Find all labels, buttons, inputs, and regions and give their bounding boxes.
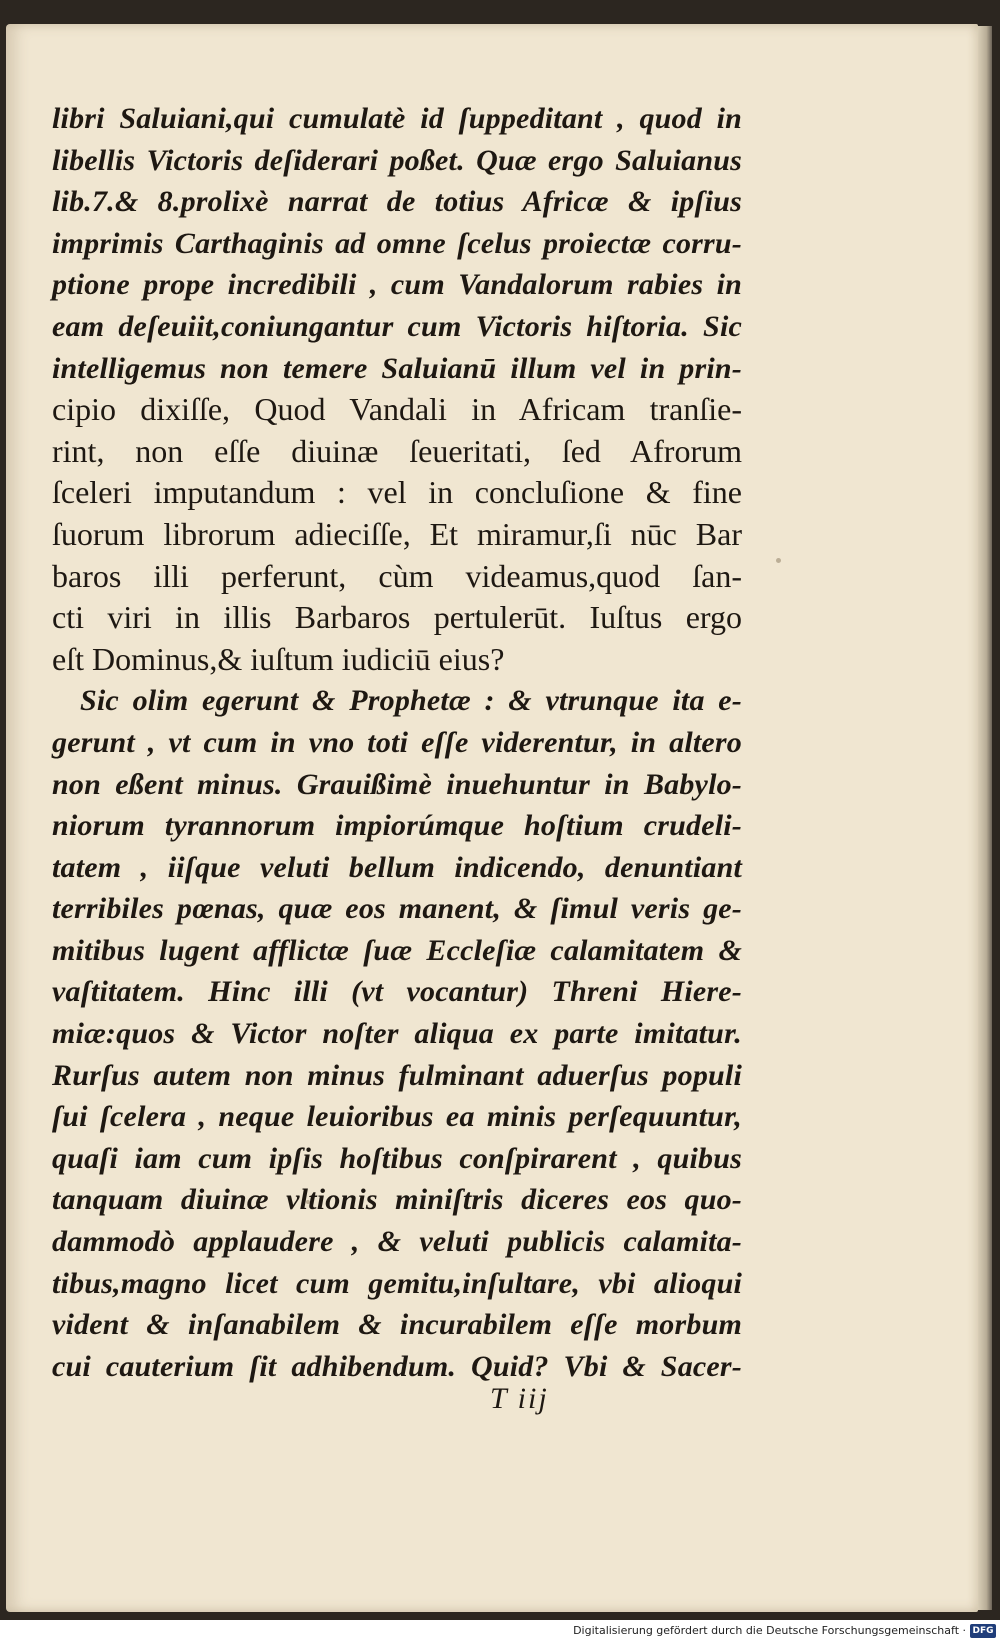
text-line: cipio dixiſſe, Quod Vandali in Africam tranſie-: [52, 391, 742, 428]
signature-mark: T iij: [490, 1382, 549, 1415]
text-line: eſt Dominus,& iuſtum iudiciū eius?: [52, 640, 505, 677]
page-edge: [978, 26, 992, 1610]
text-line: ſui ſcelera , neque leuioribus ea minis perſequuntur,: [52, 1100, 742, 1134]
text-line: vident & inſanabilem & incurabilem eſſe morbum: [52, 1308, 742, 1342]
text-line: tibus,magno licet cum gemitu,inſultare, vbi alioqui: [52, 1266, 742, 1300]
footer-bar: [0, 1620, 1000, 1644]
text-line: imprimis Carthaginis ad omne ſcelus proiectæ corru-: [52, 226, 742, 260]
text-line: libri Saluiani,qui cumulatè id ſuppeditant , quod in: [52, 102, 742, 135]
text-line: miæ:quos & Victor noſter aliqua ex parte imitatur.: [52, 1017, 742, 1051]
text-line: lib.7.& 8.prolixè narrat de totius Africæ & ipſius: [52, 185, 742, 219]
text-line: tatem , iiſque veluti bellum indicendo, denuntiant: [52, 850, 742, 884]
text-line: dammodò applaudere , & veluti publicis calamita-: [52, 1225, 742, 1259]
text-line: non eßent minus. Grauißimè inuehuntur in Babylo-: [52, 767, 742, 801]
text-line: ptione prope incredibili , cum Vandalorum rabies in: [52, 268, 742, 302]
text-line: libellis Victoris deſiderari poßet. Quæ ergo Saluianus: [52, 143, 742, 177]
text-line: gerunt , vt cum in vno toti eſſe viderentur, in altero: [52, 725, 742, 759]
page-text: [52, 98, 742, 1387]
text-line: niorum tyrannorum impiorúmque hoſtium crudeli-: [52, 809, 742, 843]
text-line: quaſi iam cum ipſis hoſtibus conſpirarent , quibus: [52, 1141, 742, 1175]
text-line: Sic olim egerunt & Prophetæ : & vtrunque ita e-: [80, 684, 742, 718]
text-line: intelligemus non temere Saluianū illum vel in prin-: [52, 351, 742, 385]
text-line: cui cauterium ſit adhibendum. Quid? Vbi & Sacer-: [52, 1349, 742, 1383]
text-line: terribiles pœnas, quæ eos manent, & ſimul veris ge-: [52, 892, 742, 926]
text-line: tanquam diuinæ vltionis miniſtris diceres eos quo-: [52, 1183, 742, 1217]
text-line: ſceleri imputandum : vel in concluſione & fine: [52, 474, 742, 511]
text-line: mitibus lugent afflictæ ſuæ Eccleſiæ calamitatem &: [52, 933, 742, 967]
footer-credit: Digitalisierung gefördert durch die Deutsche Forschungsgemeinschaft ·: [573, 1624, 966, 1637]
text-line: baros illi perferunt, cùm videamus,quod ſan-: [52, 557, 742, 594]
text-line: vaſtitatem. Hinc illi (vt vocantur) Threni Hiere-: [52, 975, 742, 1009]
ink-spot: [776, 558, 781, 563]
text-line: Rurſus autem non minus fulminant aduerſus populi: [52, 1058, 742, 1092]
text-line: rint, non eſſe diuinæ ſeueritati, ſed Afrorum: [52, 432, 742, 469]
dfg-logo-icon: DFG: [970, 1624, 996, 1638]
text-line: ſuorum librorum adieciſſe, Et miramur,ſi nūc Bar: [52, 515, 742, 552]
text-line: eam deſeuiit,coniungantur cum Victoris hiſtoria. Sic: [52, 309, 742, 343]
text-line: cti viri in illis Barbaros pertulerūt. Iuſtus ergo: [52, 599, 742, 636]
